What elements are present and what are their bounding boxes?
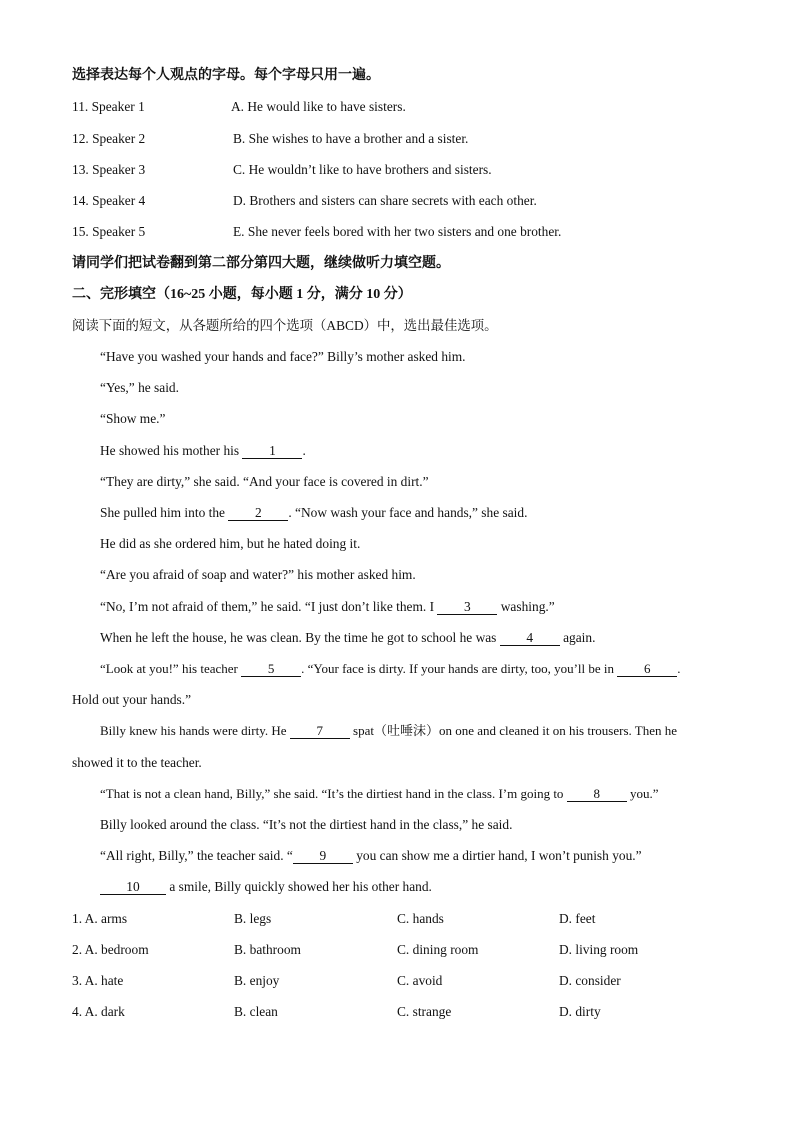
passage-paragraph	[100, 442, 306, 460]
option-a[interactable]: 1. A. arms	[72, 911, 128, 926]
option-b[interactable]: B. clean	[234, 1004, 278, 1019]
option-b[interactable]: B. legs	[234, 911, 272, 926]
passage-text: washing.”	[497, 599, 555, 614]
option-a[interactable]: 4. A. dark	[72, 1004, 125, 1019]
passage-text: .	[677, 661, 681, 676]
option-b[interactable]: B. bathroom	[234, 942, 301, 957]
speaker-option: B. She wishes to have a brother and a sister.	[233, 131, 469, 146]
passage-text: “That is not a clean hand, Billy,” she said. “It’s the dirtiest hand in the class. I’m going to	[100, 786, 567, 801]
option-c[interactable]: C. avoid	[397, 973, 443, 988]
option-b[interactable]: B. enjoy	[234, 973, 280, 988]
option-a[interactable]: 3. A. hate	[72, 973, 124, 988]
passage-paragraph	[100, 722, 677, 740]
passage-paragraph	[100, 629, 595, 647]
passage-text: .	[302, 443, 306, 458]
speaker-label: 14. Speaker 4	[72, 193, 146, 208]
passage-paragraph	[100, 878, 432, 896]
speaker-label: 11. Speaker 1	[72, 99, 145, 114]
speaker-option: E. She never feels bored with her two sisters and one brother.	[233, 224, 562, 239]
cloze-blank: 9	[293, 849, 353, 864]
option-c[interactable]: C. strange	[397, 1004, 452, 1019]
cloze-blank: 4	[500, 631, 560, 646]
speaker-option: C. He wouldn’t like to have brothers and sisters.	[233, 162, 492, 177]
passage-paragraph: “Have you washed your hands and face?” Billy’s mother asked him.	[100, 349, 466, 364]
passage-text: She pulled him into the	[100, 505, 229, 520]
passage-paragraph: “Yes,” he said.	[100, 380, 179, 395]
speaker-option: A. He would like to have sisters.	[231, 99, 406, 114]
option-d[interactable]: D. living room	[559, 942, 639, 957]
passage-text: He showed his mother his	[100, 443, 243, 458]
question-row	[72, 941, 772, 959]
passage-text: “Look at you!” his teacher	[100, 661, 242, 676]
passage-paragraph: “Show me.”	[100, 411, 166, 426]
passage-text: . “Your face is dirty. If your hands are dirty, too, you’ll be in	[301, 661, 618, 676]
option-a[interactable]: 2. A. bedroom	[72, 942, 149, 957]
question-row	[72, 972, 772, 990]
turn-page-note: 请同学们把试卷翻到第二部分第四大题，继续做听力填空题。	[72, 256, 450, 271]
passage-text: . “Now wash your face and hands,” she said.	[288, 505, 528, 520]
cloze-blank: 10	[100, 880, 166, 895]
speaker-option: D. Brothers and sisters can share secrets with each other.	[233, 193, 537, 208]
matching-row	[72, 161, 672, 179]
cloze-blank: 6	[617, 662, 677, 677]
passage-paragraph	[100, 847, 642, 865]
passage-text: you.”	[626, 786, 659, 801]
passage-text: Billy knew his hands were dirty. He	[100, 723, 290, 738]
option-c[interactable]: C. dining room	[397, 942, 479, 957]
passage-text: When he left the house, he was clean. By the time he got to school he was	[100, 630, 500, 645]
question-row	[72, 1003, 772, 1021]
cloze-blank: 2	[228, 506, 288, 521]
speaker-label: 12. Speaker 2	[72, 131, 146, 146]
section-title: 二、完形填空（16~25 小题，每小题 1 分，满分 10 分）	[72, 287, 412, 302]
option-d[interactable]: D. dirty	[559, 1004, 601, 1019]
passage-text: “All right, Billy,” the teacher said. “	[100, 848, 293, 863]
passage-paragraph: He did as she ordered him, but he hated doing it.	[100, 536, 361, 551]
passage-paragraph	[100, 660, 681, 678]
matching-instruction: 选择表达每个人观点的字母。每个字母只用一遍。	[72, 68, 380, 83]
matching-row	[72, 130, 672, 148]
passage-paragraph: Billy looked around the class. “It’s not the dirtiest hand in the class,” he said.	[100, 817, 513, 832]
passage-paragraph	[100, 785, 658, 803]
matching-row	[72, 223, 672, 241]
cloze-blank: 8	[567, 787, 627, 802]
passage-paragraph	[100, 598, 555, 616]
option-c[interactable]: C. hands	[397, 911, 444, 926]
passage-paragraph	[100, 504, 527, 522]
passage-paragraph: “They are dirty,” she said. “And your face is covered in dirt.”	[100, 474, 429, 489]
passage-text: you can show me a dirtier hand, I won’t punish you.”	[352, 848, 642, 863]
section-instruction: 阅读下面的短文，从各题所给的四个选项（ABCD）中，选出最佳选项。	[72, 318, 498, 333]
passage-text: again.	[559, 630, 596, 645]
question-row	[72, 910, 772, 928]
cloze-blank: 1	[242, 444, 302, 459]
passage-text: a smile, Billy quickly showed her his other hand.	[166, 879, 432, 894]
passage-paragraph: showed it to the teacher.	[72, 755, 202, 770]
matching-row	[72, 192, 672, 210]
speaker-label: 13. Speaker 3	[72, 162, 146, 177]
passage-paragraph: Hold out your hands.”	[72, 692, 192, 707]
cloze-blank: 3	[437, 600, 497, 615]
passage-text: “No, I’m not afraid of them,” he said. “I just don’t like them. I	[100, 599, 438, 614]
cloze-blank: 5	[241, 662, 301, 677]
matching-row	[72, 98, 672, 116]
option-d[interactable]: D. consider	[559, 973, 621, 988]
option-d[interactable]: D. feet	[559, 911, 596, 926]
cloze-blank: 7	[290, 724, 350, 739]
speaker-label: 15. Speaker 5	[72, 224, 146, 239]
passage-paragraph: “Are you afraid of soap and water?” his mother asked him.	[100, 567, 416, 582]
passage-text: spat（吐唾沫）on one and cleaned it on his trousers. Then he	[349, 723, 678, 738]
